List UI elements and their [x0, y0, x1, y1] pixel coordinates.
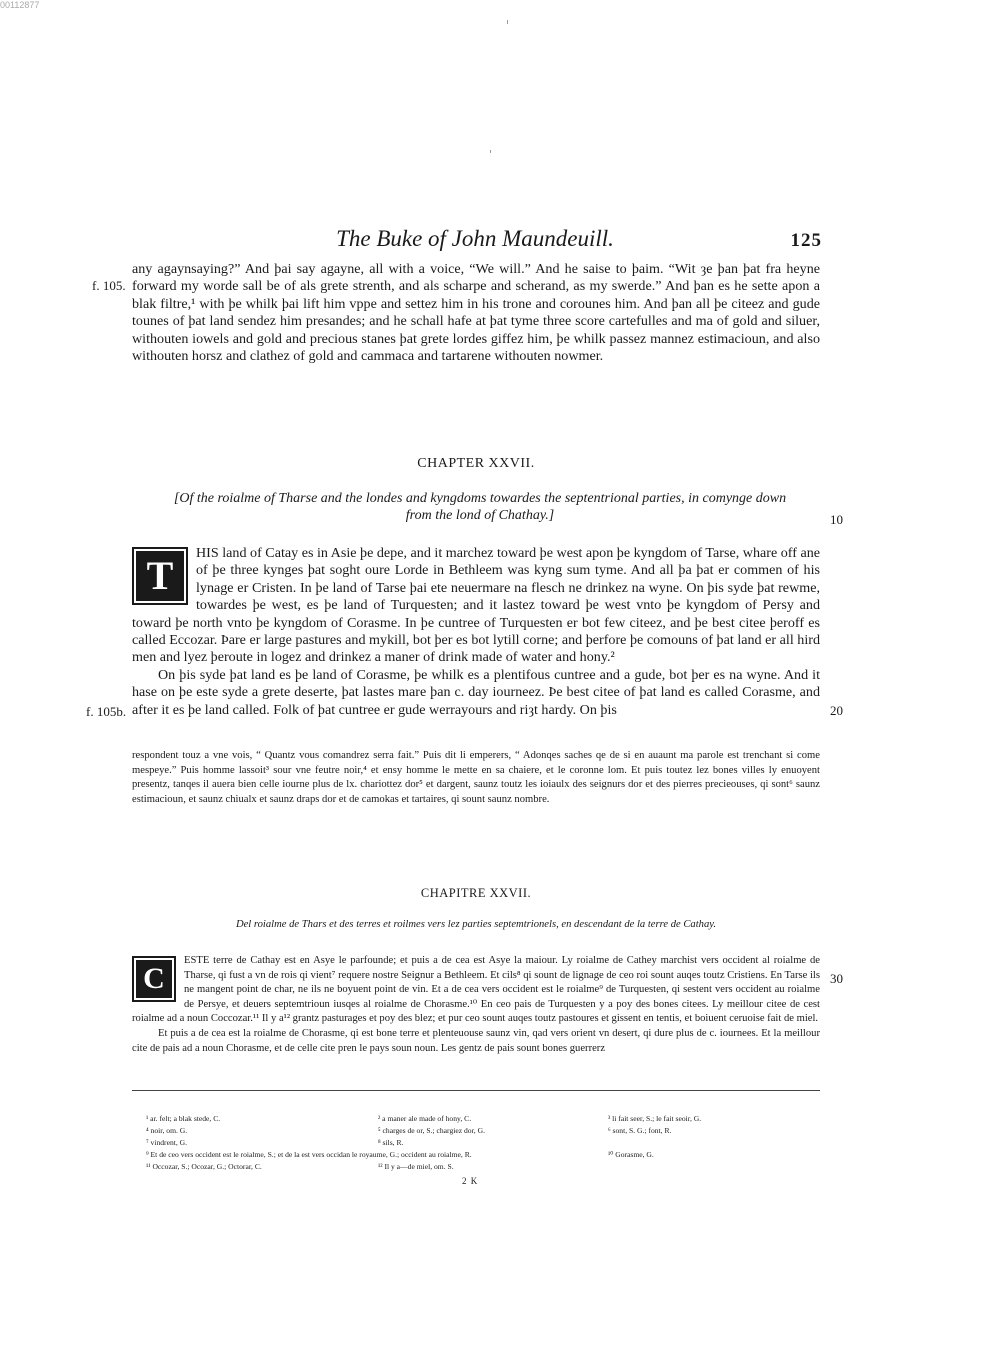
page-number: 125	[790, 230, 822, 251]
footnote-12: ¹² Il y a—de miel, om. S.	[378, 1162, 454, 1171]
footnote-2: ² a maner ale made of hony, C.	[378, 1114, 472, 1123]
footnote-7: ⁷ vindrent, G.	[146, 1138, 188, 1147]
french-paragraph-2: Et puis a de cea est la roialme de Chorasme, qi est bone terre et plenteuouse saunz vin, qad vers orient vn desert, qi dure plus de c. iournees. Et la meillour cite de pais ad a noun Chorasme, et de celle cite pren le pays soun noun. Les gentz de pais sount bones guerrerz	[132, 1027, 820, 1054]
english-paragraph-1-text: HIS land of Catay es in Asie þe depe, and it marchez toward þe west apon þe kyngdom of Tarse, whare off ane of þe three kynges þat soght oure Lorde in Bethleem was kyng sum tyme. And all þa þat er commen of his lynage er Cristen. In þe land of Tarse þai ete neuermare na flesch ne drinkez na wyne. On þis syde þat rewme, towardes þe west, es þe land of Turquesten; and it lastez toward þe west vnto þe kyngdom of Persy and toward þe north vnto þe kyngdom of Corasme. In þe cuntree of Turquesten er bot few citeez, and þe best citee þeroff es called Eccozar. Þare er large pastures and mykill, bot þer es bot lytill corne; and þerfore þe comouns of þat land er all hird men and lyez þeroute in logez and drinkez a maner of drink made of water and hony.²	[132, 545, 820, 666]
french-paragraph-1	[132, 954, 820, 1027]
chapter-subtitle-french: Del roialme de Thars et des terres et roilmes vers lez parties septemtrionels, en descendant de la terre de Cathay.	[235, 919, 717, 930]
footnote-8: ⁸ sils, R.	[378, 1138, 404, 1147]
footnote-6: ⁶ sont, S. G.; font, R.	[608, 1126, 672, 1135]
footnote-11: ¹¹ Occozar, S.; Ocozar, G.; Octorar, C.	[146, 1162, 262, 1171]
folio-marker-f105: f. 105.	[92, 278, 126, 293]
french-paragraph-1-text: ESTE terre de Cathay est en Asye le parfounde; et puis a de cea est Asye la maiour. Ly roialme de Cathey marchist vers occident al roialme de Tharse, qi fust a vn de rois qi vient⁷ requere nostre Seignur a Bethleem. Et cils⁸ qi sount de lignage de ceo roi sount auqes toutz Cristiens. En Tarse ils ne mangent point de char, ne ils ne boyuent point de vin. Et a de cea vers occident est le roialme⁹ de Turquesten, qi sestent vers occident au roialme de Persye, et deuers septemtrioun iusqes al roialme de Chorasme.¹⁰ En ceo pais de Turquesten y a poy des bones citees. Ly meillour citee de cest roialme ad a noun Coccozar.¹¹ Il y a¹² grantz pasturages et poy des blez; et pur ceo sount auqes toutz pastoures et gissent en tentis, et boiuent ceruoise fait de miel.	[132, 955, 820, 1025]
footnote-1: ¹ ar. felt; a blak stede, C.	[146, 1114, 221, 1123]
line-number-30: 30	[830, 971, 843, 986]
signature-mark: 2 K	[462, 1176, 479, 1186]
line-number-10: 10	[830, 512, 843, 527]
chapter-heading-french: CHAPITRE XXVII.	[420, 886, 532, 900]
folio-marker-f105b: f. 105b.	[86, 704, 127, 719]
footnote-4: ⁴ noir, om. G.	[146, 1126, 188, 1135]
english-paragraph-1	[132, 545, 820, 667]
footnote-3: ³ li fait seer, S.; le fait seoir, G.	[608, 1114, 702, 1123]
scan-id: 00112877	[0, 0, 40, 10]
english-paragraph-2: On þis syde þat land es þe land of Corasme, þe whilk es a plentifous cuntree and a gude, bot þer es na wyne. And it hase on þe este syde a grete deserte, þat lastes mare þan c. day iourneez. Þe best citee of þat land es called Corasme, and after it es þe land called. Folk of þat cuntree er gude werrayours and riȝt hardy. On þis	[132, 666, 820, 718]
english-opening-text: any agaynsaying?” And þai say agayne, all with a voice, “We will.” And he saise to þaim. “Wit ȝe þan þat fra heyne forward my worde sall be of als grete strenth, and als scharpe and scherand, as my swerde.” And þan es he sette apon a blak filtre,¹ with þe whilk þai lift him vppe and settez him in his trone and corounes him. And þan all þe citeez and gude tounes of þat land sendez him presandes; and he schall hafe at þat tyme three score cartefulles and ma of gold and siluer, withouten iowels and gold and precious stanes þat grete lordes giffez him, þe whilk passez mannez estimacioun, and also withouten horsz and clathez of gold and cammaca and tartarene withouten nowmer.	[132, 261, 820, 365]
french-text-top: respondent touz a vne vois, “ Quantz vous comandrez serra fait.” Puis dit li emperers, “ Adonqes saches qe de si en auaunt ma parole est trenchant si come mespeye.” Puis homme lassoit³ sour vne feutre noir,⁴ et ensy homme le mette en sa chaiere, et le coronne lom. Et puis toutez lez bones villes ly enuoyent presentz, tanqes il auera bien celle iourne plus de lx. chariottez dor⁵ et dargent, saunz toutz les ioiaulx des seignurs dor et des pierres precieouses, qi sont⁶ saunz estimacioun, et saunz chiualx et saunz draps dor et de camokas et tartaires, qi sount saunz nombre.	[132, 750, 820, 805]
footnote-5: ⁵ charges de or, S.; chargiez dor, G.	[378, 1126, 485, 1135]
chapter-subtitle-english: [Of the roialme of Tharse and the londes and kyngdoms towardes the septentrional parties, in comynge down from the lond of Chathay.]	[173, 491, 787, 523]
scan-speck	[507, 20, 508, 24]
footnote-9: ⁹ Et de ceo vers occident est le roialme, S.; et de la est vers occidan le royaume, G.; occident au roialme, R.	[146, 1150, 472, 1159]
scan-speck	[490, 150, 491, 153]
english-chapter-body	[132, 545, 820, 719]
chapter-heading-english: CHAPTER XXVII.	[417, 456, 535, 471]
footnote-rule	[132, 1090, 820, 1091]
french-chapter-body	[132, 954, 820, 1056]
footnote-10: ¹⁰ Gorasme, G.	[608, 1150, 654, 1159]
drop-cap-english: T	[132, 547, 188, 605]
running-title: The Buke of John Maundeuill.	[336, 226, 614, 251]
line-number-20: 20	[830, 703, 843, 718]
drop-cap-french: C	[132, 956, 176, 1002]
